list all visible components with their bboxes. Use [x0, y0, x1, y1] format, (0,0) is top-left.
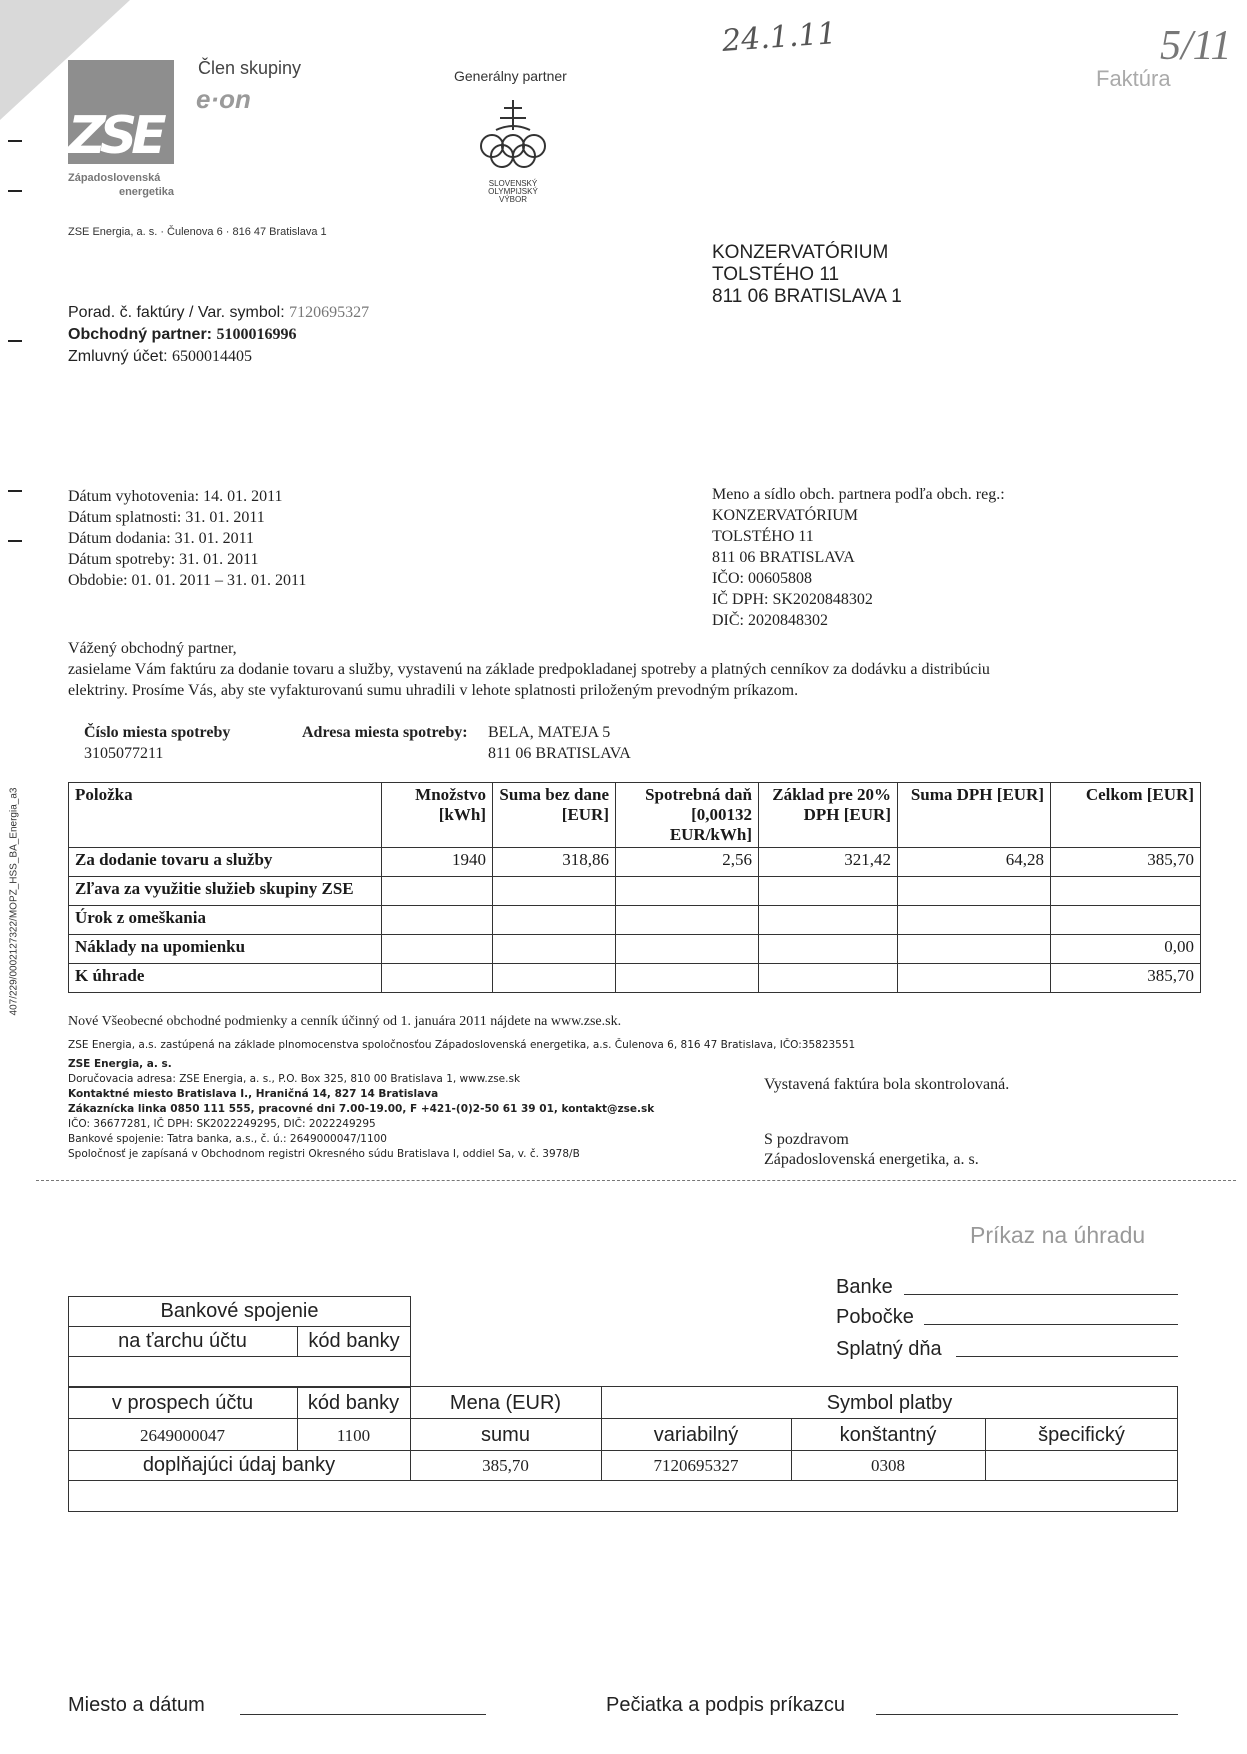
constant-symbol-value: 0308	[871, 1456, 905, 1475]
date-value: 31. 01. 2011	[174, 530, 255, 547]
cell-total: 385,70	[1051, 964, 1201, 993]
consumption-point	[84, 722, 230, 764]
margin-tick	[8, 340, 22, 342]
bank-code-number: 1100	[336, 1426, 371, 1445]
olympic-line3: VÝBOR	[498, 195, 527, 204]
sum-value: 385,70	[482, 1456, 529, 1475]
cell-excise	[616, 964, 759, 993]
cell-total: 385,70	[1051, 848, 1201, 877]
cell-quantity	[382, 906, 493, 935]
invoice-ids	[68, 302, 369, 368]
letter-body-line2: elektriny. Prosíme Vás, aby ste vyfakturovanú sumu uhradili v lehote splatnosti priloženým prevodným príkazom.	[68, 682, 799, 699]
consumption-address-label: Adresa miesta spotreby:	[302, 724, 468, 741]
bank-label: Banke	[836, 1276, 893, 1298]
cell-net	[493, 877, 616, 906]
signature-block	[764, 1130, 979, 1170]
table-row	[69, 964, 1201, 993]
cell-vat	[898, 906, 1051, 935]
cell-net	[493, 964, 616, 993]
debit-account-label: na ťarchu účtu	[118, 1330, 247, 1352]
terms-line: Nové Všeobecné obchodné podmienky a cenník účinný od 1. januára 2011 nájdete na www.zse.sk.	[68, 1014, 622, 1029]
recipient-line2: TOLSTÉHO 11	[712, 264, 840, 285]
cell-base	[759, 964, 898, 993]
olympic-line2: OLYMPIJSKÝ	[488, 187, 538, 196]
bank-connection-label: Bankové spojenie	[160, 1300, 319, 1322]
variable-symbol-value: 7120695327	[653, 1456, 739, 1475]
margin-tick	[8, 490, 22, 492]
invoice-dates	[68, 486, 306, 591]
footer-line: Doručovacia adresa: ZSE Energia, a. s., P.O. Box 325, 810 00 Bratislava 1, www.zse.sk	[68, 1073, 521, 1085]
extra-bank-info-label: doplňajúci údaj banky	[142, 1454, 336, 1476]
consumption-point-label: Číslo miesta spotreby	[84, 724, 231, 741]
date-row	[68, 528, 306, 549]
recipient-line1: KONZERVATÓRIUM	[712, 242, 889, 263]
footer-line: Kontaktné miesto Bratislava I., Hraničná 14, 827 14 Bratislava	[68, 1088, 439, 1100]
table-row	[69, 848, 1201, 877]
cell-total	[1051, 906, 1201, 935]
invoice-items-table	[68, 782, 1201, 993]
consumption-address-line2: 811 06 BRATISLAVA	[488, 745, 631, 762]
date-value: 01. 01. 2011 – 31. 01. 2011	[131, 572, 307, 589]
cell-excise	[616, 935, 759, 964]
margin-tick	[8, 540, 22, 542]
margin-tick	[8, 190, 22, 192]
branch-label: Pobočke	[836, 1306, 914, 1328]
date-value: 14. 01. 2011	[203, 488, 283, 505]
cell-vat	[898, 964, 1051, 993]
handwritten-page-mark: 5/11	[1160, 23, 1232, 69]
payment-order-title: Príkaz na úhradu	[970, 1222, 1146, 1248]
checked-note: Vystavená faktúra bola skontrolovaná.	[764, 1076, 1010, 1093]
specific-symbol-label: špecifický	[1038, 1424, 1125, 1446]
date-label: Obdobie:	[68, 572, 128, 589]
cell-total	[1051, 877, 1201, 906]
date-label: Dátum dodania:	[68, 530, 171, 547]
date-label: Dátum spotreby:	[68, 551, 176, 568]
registry-ico: IČO: 00605808	[712, 570, 812, 587]
eon-logo: e·on	[196, 84, 251, 114]
olympic-line1: SLOVENSKÝ	[488, 179, 538, 188]
payment-symbol-label: Symbol platby	[826, 1392, 953, 1414]
letter-text	[68, 638, 1218, 701]
registry-city: 811 06 BRATISLAVA	[712, 549, 855, 566]
footer-line: ZSE Energia, a.s. zastúpená na základe plnomocenstva spoločnosťou Západoslovenská energetika, a.s. Čulenova 6, 816 47 Bratislava, IČO:35823551	[68, 1039, 856, 1051]
date-label: Dátum splatnosti:	[68, 509, 182, 526]
grid-line	[68, 1326, 411, 1327]
contract-label: Zmluvný účet:	[68, 348, 168, 365]
constant-symbol-label: konštantný	[839, 1424, 937, 1446]
credit-account-label: v prospech účtu	[111, 1392, 254, 1414]
row-label: Úrok z omeškania	[69, 906, 382, 935]
partner-number: 5100016996	[216, 326, 297, 343]
consumption-address	[488, 722, 631, 764]
cell-quantity	[382, 935, 493, 964]
side-reference-code: 407/229/0002127322/MOPZ_HSS_BA_Energia_a3	[8, 787, 20, 1016]
credit-account-number: 2649000047	[140, 1426, 225, 1445]
registry-name: KONZERVATÓRIUM	[712, 507, 858, 524]
recipient-line3: 811 06 BRATISLAVA 1	[712, 286, 902, 307]
cell-total: 0,00	[1051, 935, 1201, 964]
grid-line	[68, 1418, 1178, 1419]
cell-base	[759, 935, 898, 964]
cell-quantity: 1940	[382, 848, 493, 877]
cell-base	[759, 906, 898, 935]
tear-off-line	[36, 1180, 1236, 1181]
logo-name-line2: energetika	[118, 186, 174, 198]
cell-net	[493, 906, 616, 935]
letter-body-line1: zasielame Vám faktúru za dodanie tovaru a služby, vystavenú na základe predpokladanej spotreby a platných cenníkov za dodávku a distribúciu	[68, 661, 990, 678]
logo-name-line1: Západoslovenská	[68, 172, 161, 184]
cell-quantity	[382, 877, 493, 906]
column-header: Množstvo [kWh]	[382, 783, 493, 848]
row-label: K úhrade	[69, 964, 382, 993]
currency-label: Mena (EUR)	[449, 1392, 562, 1414]
stamp-signature-label: Pečiatka a podpis príkazcu	[606, 1694, 846, 1716]
bank-field[interactable]	[904, 1294, 1178, 1295]
footer-line: ZSE Energia, a. s.	[68, 1058, 172, 1070]
handwritten-date: 24.1.11	[720, 16, 838, 59]
cell-net: 318,86	[493, 848, 616, 877]
column-header: Položka	[69, 783, 382, 848]
zse-logo-letters: ZSE	[68, 106, 161, 166]
recipient-address	[712, 242, 902, 308]
invoice-number-label: Porad. č. faktúry / Var. symbol:	[68, 304, 285, 321]
footer-line: Zákaznícka linka 0850 111 555, pracovné dni 7.00-19.00, F +421-(0)2-50 61 39 01, kontakt@zse.sk	[68, 1103, 655, 1115]
place-date-field[interactable]	[240, 1714, 486, 1715]
date-row	[68, 570, 306, 591]
signature-company: Západoslovenská energetika, a. s.	[764, 1151, 979, 1168]
row-label: Zľava za využitie služieb skupiny ZSE	[69, 877, 382, 906]
partner-registry	[712, 484, 1005, 631]
variable-symbol-label: variabilný	[653, 1424, 739, 1446]
registry-ic-dph: IČ DPH: SK2020848302	[712, 591, 873, 608]
date-row	[68, 507, 306, 528]
cell-net	[493, 935, 616, 964]
issuer-address: ZSE Energia, a. s. · Čulenova 6 · 816 47 Bratislava 1	[68, 226, 327, 238]
cell-excise: 2,56	[616, 848, 759, 877]
branch-field[interactable]	[924, 1324, 1178, 1325]
due-label: Splatný dňa	[836, 1338, 942, 1360]
cell-excise	[616, 877, 759, 906]
date-label: Dátum vyhotovenia:	[68, 488, 200, 505]
partner-label: Obchodný partner:	[68, 326, 213, 343]
table-row	[69, 877, 1201, 906]
stamp-signature-field[interactable]	[876, 1714, 1178, 1715]
cell-vat: 64,28	[898, 848, 1051, 877]
cell-quantity	[382, 964, 493, 993]
column-header: Celkom [EUR]	[1051, 783, 1201, 848]
consumption-point-number: 3105077211	[84, 745, 164, 762]
olympic-committee-emblem	[468, 96, 558, 206]
date-value: 31. 01. 2011	[179, 551, 259, 568]
place-date-label: Miesto a dátum	[68, 1694, 205, 1716]
footer-line: Spoločnosť je zapísaná v Obchodnom registri Okresného súdu Bratislava I, oddiel Sa, v. č. 3978/B	[68, 1148, 580, 1160]
consumption-address-line1: BELA, MATEJA 5	[488, 724, 611, 741]
olympic-rings-icon	[468, 96, 558, 176]
column-header: Spotrebná daň [0,00132 EUR/kWh]	[616, 783, 759, 848]
column-header: Suma bez dane [EUR]	[493, 783, 616, 848]
row-label: Za dodanie tovaru a služby	[69, 848, 382, 877]
bank-code-label: kód banky	[308, 1330, 400, 1352]
margin-tick	[8, 140, 22, 142]
cell-excise	[616, 906, 759, 935]
document-type: Faktúra	[1096, 66, 1171, 91]
cell-vat	[898, 935, 1051, 964]
registry-street: TOLSTÉHO 11	[712, 528, 814, 545]
greeting: Vážený obchodný partner,	[68, 640, 237, 657]
table-row	[69, 935, 1201, 964]
column-header: Základ pre 20% DPH [EUR]	[759, 783, 898, 848]
date-value: 31. 01. 2011	[185, 509, 265, 526]
bank-code-label-2: kód banky	[307, 1392, 400, 1414]
invoice-number: 7120695327	[289, 304, 370, 321]
footer-line: Bankové spojenie: Tatra banka, a.s., č. ú.: 2649000047/1100	[68, 1133, 387, 1145]
due-field[interactable]	[956, 1356, 1178, 1357]
date-row	[68, 549, 306, 570]
column-header: Suma DPH [EUR]	[898, 783, 1051, 848]
footer-line: IČO: 36677281, IČ DPH: SK2022249295, DIČ: 2022249295	[68, 1118, 376, 1130]
group-label: Člen skupiny	[198, 58, 302, 78]
regards: S pozdravom	[764, 1131, 849, 1148]
cell-vat	[898, 877, 1051, 906]
sum-label: sumu	[481, 1424, 530, 1446]
table-row	[69, 906, 1201, 935]
registry-heading: Meno a sídlo obch. partnera podľa obch. reg.:	[712, 486, 1005, 503]
grid-line	[68, 1450, 1178, 1451]
date-row	[68, 486, 306, 507]
cell-base	[759, 877, 898, 906]
registry-dic: DIČ: 2020848302	[712, 612, 828, 629]
row-label: Náklady na upomienku	[69, 935, 382, 964]
cell-base: 321,42	[759, 848, 898, 877]
grid-line	[68, 1356, 411, 1357]
contract-number: 6500014405	[172, 348, 253, 365]
grid-line	[68, 1480, 1178, 1481]
general-partner-label: Generálny partner	[454, 68, 567, 84]
table-header-row	[69, 783, 1201, 848]
